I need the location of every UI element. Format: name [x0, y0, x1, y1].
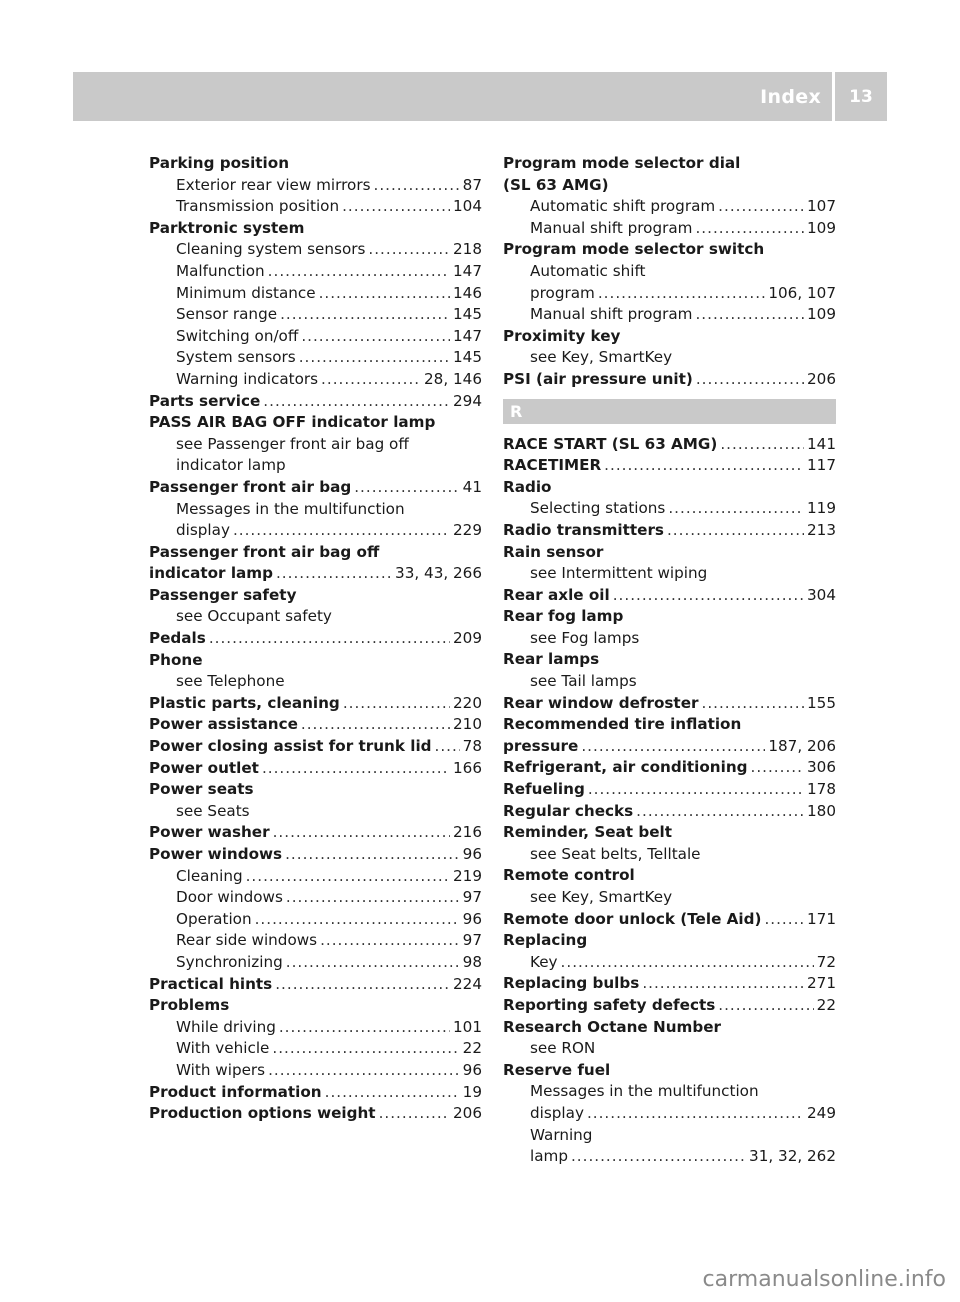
- entry-text: Selecting stations: [530, 499, 666, 518]
- entry-text: Key: [530, 952, 558, 971]
- index-subentry: [503, 283, 836, 305]
- page-reference: 206: [453, 1104, 482, 1123]
- dot-leader: [668, 498, 804, 520]
- entry-text: Power seats: [149, 780, 254, 799]
- index-subentry: [503, 887, 836, 909]
- entry-text: Warning indicators: [176, 369, 319, 388]
- dot-leader: [435, 736, 460, 758]
- page-reference: 109: [807, 218, 836, 237]
- page-reference: 96: [462, 1060, 482, 1079]
- index-entry: [503, 520, 836, 542]
- page-reference: 171: [807, 909, 836, 928]
- entry-text: Messages in the multifunction: [530, 1082, 759, 1101]
- index-subentry: [503, 671, 836, 693]
- entry-text: Reminder, Seat belt: [503, 823, 672, 842]
- entry-text: Passenger front air bag off: [149, 542, 380, 561]
- index-entry: [503, 909, 836, 931]
- index-entry: [503, 153, 836, 175]
- dot-leader: [636, 801, 804, 823]
- page-reference: 19: [462, 1082, 482, 1101]
- dot-leader: [286, 952, 460, 974]
- entry-text: Reporting safety defects: [503, 995, 716, 1014]
- dot-leader: [279, 1017, 450, 1039]
- index-entry: [503, 239, 836, 261]
- page-reference: 87: [462, 175, 482, 194]
- entry-text: display: [530, 1103, 584, 1122]
- page-reference: 104: [453, 197, 482, 216]
- page-reference: 271: [807, 974, 836, 993]
- entry-text: Rear window defroster: [503, 693, 699, 712]
- dot-leader: [272, 1038, 459, 1060]
- entry-text: Automatic shift: [530, 261, 646, 280]
- index-subentry: [149, 261, 482, 283]
- entry-text: Rear fog lamp: [503, 607, 624, 626]
- index-entry: [503, 714, 836, 736]
- index-subentry: [149, 801, 482, 823]
- index-entry: [503, 995, 836, 1017]
- index-column-left: [149, 153, 482, 1125]
- entry-text: indicator lamp: [176, 456, 286, 475]
- page-reference: 106, 107: [768, 283, 836, 302]
- entry-text: Production options weight: [149, 1104, 376, 1123]
- entry-text: Switching on/off: [176, 326, 299, 345]
- index-subentry: [149, 606, 482, 628]
- entry-text: see Seats: [176, 801, 250, 820]
- index-entry: [503, 1060, 836, 1082]
- index-entry: [503, 801, 836, 823]
- index-subentry: [503, 1103, 836, 1125]
- entry-text: Power closing assist for trunk lid: [149, 737, 432, 756]
- entry-text: Messages in the multifunction: [176, 499, 405, 518]
- entry-text: Replacing bulbs: [503, 974, 640, 993]
- index-entry: [149, 628, 482, 650]
- entry-text: Transmission position: [176, 197, 340, 216]
- index-entry: [149, 758, 482, 780]
- index-subentry: [149, 887, 482, 909]
- entry-text: Pedals: [149, 629, 206, 648]
- entry-text: program: [530, 283, 595, 302]
- page-reference: 209: [453, 629, 482, 648]
- dot-leader: [642, 973, 804, 995]
- entry-text: Phone: [149, 650, 203, 669]
- dot-leader: [262, 758, 450, 780]
- page-reference: 96: [462, 845, 482, 863]
- page-reference: 178: [807, 780, 836, 799]
- entry-text: With vehicle: [176, 1039, 270, 1058]
- entry-text: Reserve fuel: [503, 1060, 611, 1079]
- index-subentry: [149, 455, 482, 477]
- entry-text: Rear side windows: [176, 931, 318, 950]
- index-subentry: [503, 952, 836, 974]
- dot-leader: [342, 196, 450, 218]
- page-reference: 147: [453, 261, 482, 280]
- entry-text: System sensors: [176, 348, 296, 367]
- dot-leader: [695, 304, 804, 326]
- entry-text: Door windows: [176, 888, 283, 907]
- index-entry: [149, 822, 482, 844]
- dot-leader: [720, 434, 804, 456]
- index-subentry: [149, 952, 482, 974]
- page-reference: 206: [807, 369, 836, 388]
- dot-leader: [263, 391, 450, 413]
- entry-text: see Key, SmartKey: [530, 348, 673, 367]
- page-header: [73, 72, 887, 121]
- dot-leader: [696, 369, 804, 391]
- entry-text: RACETIMER: [503, 456, 602, 475]
- index-subentry: [503, 196, 836, 218]
- dot-leader: [588, 779, 804, 801]
- page-reference: 97: [462, 888, 482, 907]
- entry-text: Exterior rear view mirrors: [176, 175, 371, 194]
- index-subentry: [503, 1038, 836, 1060]
- dot-leader: [280, 304, 450, 326]
- index-entry: [149, 218, 482, 240]
- entry-text: Power outlet: [149, 758, 259, 777]
- entry-text: Replacing: [503, 931, 588, 950]
- entry-text: Product information: [149, 1082, 322, 1101]
- index-entry: [149, 736, 482, 758]
- entry-text: lamp: [530, 1147, 568, 1166]
- index-entry: [149, 1103, 482, 1125]
- index-subentry: [503, 1125, 836, 1147]
- dot-leader: [246, 866, 450, 888]
- entry-text: Operation: [176, 909, 252, 928]
- entry-text: (SL 63 AMG): [503, 175, 609, 194]
- index-entry: [149, 650, 482, 672]
- entry-text: Remote door unlock (Tele Aid): [503, 909, 762, 928]
- dot-leader: [702, 693, 805, 715]
- page-reference: 294: [453, 391, 482, 410]
- index-entry: [149, 542, 482, 564]
- dot-leader: [587, 1103, 804, 1125]
- index-entry: [503, 1017, 836, 1039]
- dot-leader: [255, 909, 460, 931]
- entry-text: Minimum distance: [176, 283, 316, 302]
- entry-text: Passenger safety: [149, 585, 297, 604]
- index-subentry: [149, 347, 482, 369]
- entry-text: PASS AIR BAG OFF indicator lamp: [149, 413, 436, 432]
- index-subentry: [149, 1017, 482, 1039]
- index-entry: [503, 434, 836, 456]
- index-entry: [149, 714, 482, 736]
- entry-text: Parking position: [149, 154, 290, 172]
- index-entry: [149, 477, 482, 499]
- index-entry: [503, 477, 836, 499]
- entry-text: see Fog lamps: [530, 628, 640, 647]
- entry-text: Plastic parts, cleaning: [149, 693, 340, 712]
- dot-leader: [598, 283, 766, 305]
- index-entry: [503, 822, 836, 844]
- index-entry: [149, 844, 482, 866]
- dot-leader: [320, 930, 460, 952]
- entry-text: Passenger front air bag: [149, 477, 352, 496]
- entry-text: see RON: [530, 1039, 596, 1058]
- page-reference: 145: [453, 305, 482, 324]
- page-reference: 304: [807, 585, 836, 604]
- index-subentry: [503, 844, 836, 866]
- page-reference: 213: [807, 520, 836, 539]
- index-subentry: [149, 369, 482, 391]
- index-entry: [503, 606, 836, 628]
- index-subentry: [149, 1060, 482, 1082]
- entry-text: Rear lamps: [503, 650, 600, 669]
- index-entry: [149, 585, 482, 607]
- entry-text: While driving: [176, 1017, 276, 1036]
- page-reference: 229: [453, 521, 482, 540]
- index-entry: [503, 175, 836, 197]
- page-reference: 141: [807, 434, 836, 453]
- dot-leader: [275, 974, 450, 996]
- index-entry: [503, 693, 836, 715]
- index-entry: [503, 779, 836, 801]
- index-subentry: [503, 304, 836, 326]
- dot-leader: [285, 844, 460, 866]
- dot-leader: [613, 585, 804, 607]
- index-subentry: [149, 239, 482, 261]
- entry-text: see Telephone: [176, 672, 285, 691]
- dot-leader: [751, 757, 805, 779]
- entry-text: Program mode selector dial: [503, 154, 741, 172]
- page-reference: 218: [453, 240, 482, 259]
- entry-text: Manual shift program: [530, 305, 693, 324]
- entry-text: Rear axle oil: [503, 585, 610, 604]
- entry-text: Radio transmitters: [503, 520, 664, 539]
- index-entry: [503, 865, 836, 887]
- entry-text: Refrigerant, air conditioning: [503, 758, 748, 777]
- entry-text: Problems: [149, 996, 230, 1015]
- entry-text: see Intermittent wiping: [530, 564, 708, 583]
- index-subentry: [149, 1038, 482, 1060]
- index-entry: [149, 693, 482, 715]
- entry-text: see Passenger front air bag off: [176, 434, 409, 453]
- dot-leader: [325, 1082, 460, 1104]
- page-reference: 31, 32, 262: [749, 1147, 836, 1166]
- dot-leader: [301, 326, 450, 348]
- page-number: 13: [849, 86, 873, 107]
- page-reference: 155: [807, 693, 836, 712]
- index-subentry: [149, 909, 482, 931]
- entry-text: Regular checks: [503, 801, 634, 820]
- dot-leader: [273, 822, 450, 844]
- entry-text: Automatic shift program: [530, 197, 716, 216]
- entry-text: Warning: [530, 1125, 593, 1144]
- entry-text: indicator lamp: [149, 564, 273, 583]
- dot-leader: [571, 1146, 746, 1168]
- page-reference: 101: [453, 1017, 482, 1036]
- dot-leader: [286, 887, 460, 909]
- page-reference: 249: [807, 1103, 836, 1122]
- header-title: Index: [760, 85, 821, 108]
- watermark: carmanualsonline.info: [702, 1267, 946, 1292]
- index-entry: [503, 585, 836, 607]
- dot-leader: [368, 239, 450, 261]
- dot-leader: [764, 909, 804, 931]
- entry-text: Remote control: [503, 866, 635, 885]
- entry-text: Program mode selector switch: [503, 240, 765, 259]
- index-subentry: [149, 520, 482, 542]
- index-subentry: [149, 283, 482, 305]
- index-entry: [149, 563, 482, 585]
- dot-leader: [301, 714, 450, 736]
- index-subentry: [149, 499, 482, 521]
- page-reference: 119: [807, 499, 836, 518]
- dot-leader: [561, 952, 814, 974]
- entry-text: Recommended tire inflation: [503, 715, 742, 734]
- index-entry: [503, 973, 836, 995]
- page-reference: 146: [453, 283, 482, 302]
- page-reference: 187, 206: [768, 736, 836, 755]
- index-entry: [503, 455, 836, 477]
- page-reference: 109: [807, 305, 836, 324]
- entry-text: Synchronizing: [176, 952, 283, 971]
- index-subentry: [149, 930, 482, 952]
- entry-text: Parktronic system: [149, 218, 305, 237]
- section-header: R: [503, 399, 836, 424]
- entry-text: Cleaning: [176, 866, 243, 885]
- dot-leader: [321, 369, 421, 391]
- index-subentry: [149, 866, 482, 888]
- index-entry: [503, 930, 836, 952]
- index-column-right: [503, 153, 836, 1168]
- index-entry: [149, 391, 482, 413]
- page-reference: 107: [807, 197, 836, 216]
- page-reference: 98: [462, 952, 482, 971]
- dot-leader: [209, 628, 450, 650]
- page-reference: 145: [453, 348, 482, 367]
- entry-text: RACE START (SL 63 AMG): [503, 434, 718, 453]
- page-reference: 117: [807, 456, 836, 475]
- index-subentry: [149, 434, 482, 456]
- entry-text: Radio: [503, 477, 552, 496]
- index-subentry: [503, 498, 836, 520]
- dot-leader: [268, 261, 450, 283]
- page-reference: 210: [453, 715, 482, 734]
- page-reference: 166: [453, 758, 482, 777]
- entry-text: Parts service: [149, 391, 261, 410]
- page-reference: 180: [807, 801, 836, 820]
- index-entry: [503, 326, 836, 348]
- page-reference: 78: [462, 737, 482, 756]
- index-entry: [149, 995, 482, 1017]
- entry-text: With wipers: [176, 1060, 266, 1079]
- index-subentry: [149, 196, 482, 218]
- dot-leader: [374, 175, 460, 197]
- index-entry: [503, 369, 836, 391]
- entry-text: see Key, SmartKey: [530, 888, 673, 906]
- index-subentry: [503, 628, 836, 650]
- index-entry: [503, 649, 836, 671]
- page-reference: 22: [816, 995, 836, 1014]
- page-reference: 216: [453, 823, 482, 842]
- dot-leader: [319, 283, 450, 305]
- page-reference: 306: [807, 758, 836, 777]
- entry-text: Research Octane Number: [503, 1017, 722, 1036]
- index-subentry: [503, 261, 836, 283]
- index-entry: [149, 153, 482, 175]
- page-reference: 97: [462, 931, 482, 950]
- page-reference: 41: [462, 477, 482, 496]
- dot-leader: [667, 520, 804, 542]
- index-subentry: [503, 563, 836, 585]
- index-subentry: [149, 175, 482, 197]
- entry-text: see Occupant safety: [176, 607, 332, 626]
- entry-text: PSI (air pressure unit): [503, 369, 693, 388]
- index-entry: [149, 779, 482, 801]
- entry-text: Practical hints: [149, 974, 273, 993]
- page-reference: 220: [453, 693, 482, 712]
- entry-text: Proximity key: [503, 326, 621, 345]
- page-reference: 219: [453, 866, 482, 885]
- entry-text: Power windows: [149, 845, 283, 863]
- dot-leader: [718, 196, 804, 218]
- entry-text: Malfunction: [176, 261, 265, 280]
- index-subentry: [503, 218, 836, 240]
- page-reference: 147: [453, 326, 482, 345]
- page-reference: 96: [462, 909, 482, 928]
- page-reference: 22: [462, 1039, 482, 1058]
- page-reference: 72: [816, 952, 836, 971]
- entry-text: Power assistance: [149, 715, 298, 734]
- dot-leader: [343, 693, 450, 715]
- entry-text: Cleaning system sensors: [176, 240, 366, 259]
- index-entry: [149, 974, 482, 996]
- page-reference: 33, 43, 266: [395, 564, 482, 583]
- page-reference: 28, 146: [424, 369, 482, 388]
- index-subentry: [503, 347, 836, 369]
- dot-leader: [379, 1103, 450, 1125]
- index-subentry: [503, 1146, 836, 1168]
- entry-text: pressure: [503, 736, 579, 755]
- entry-text: Rain sensor: [503, 542, 604, 561]
- dot-leader: [276, 563, 392, 585]
- index-entry: [503, 542, 836, 564]
- dot-leader: [299, 347, 450, 369]
- dot-leader: [604, 455, 804, 477]
- entry-text: see Tail lamps: [530, 672, 637, 691]
- dot-leader: [233, 520, 450, 542]
- entry-text: Power washer: [149, 823, 270, 842]
- entry-text: Manual shift program: [530, 218, 693, 237]
- dot-leader: [354, 477, 459, 499]
- dot-leader: [268, 1060, 460, 1082]
- index-subentry: [503, 1081, 836, 1103]
- dot-leader: [718, 995, 813, 1017]
- index-entry: [149, 412, 482, 434]
- dot-leader: [695, 218, 804, 240]
- page-reference: 224: [453, 974, 482, 993]
- entry-text: display: [176, 521, 230, 540]
- index-entry: [503, 736, 836, 758]
- index-entry: [149, 1082, 482, 1104]
- entry-text: Sensor range: [176, 305, 278, 324]
- index-subentry: [149, 304, 482, 326]
- dot-leader: [581, 736, 765, 758]
- index-subentry: [149, 671, 482, 693]
- index-entry: [503, 757, 836, 779]
- index-subentry: [149, 326, 482, 348]
- entry-text: see Seat belts, Telltale: [530, 844, 701, 863]
- entry-text: Refueling: [503, 780, 585, 799]
